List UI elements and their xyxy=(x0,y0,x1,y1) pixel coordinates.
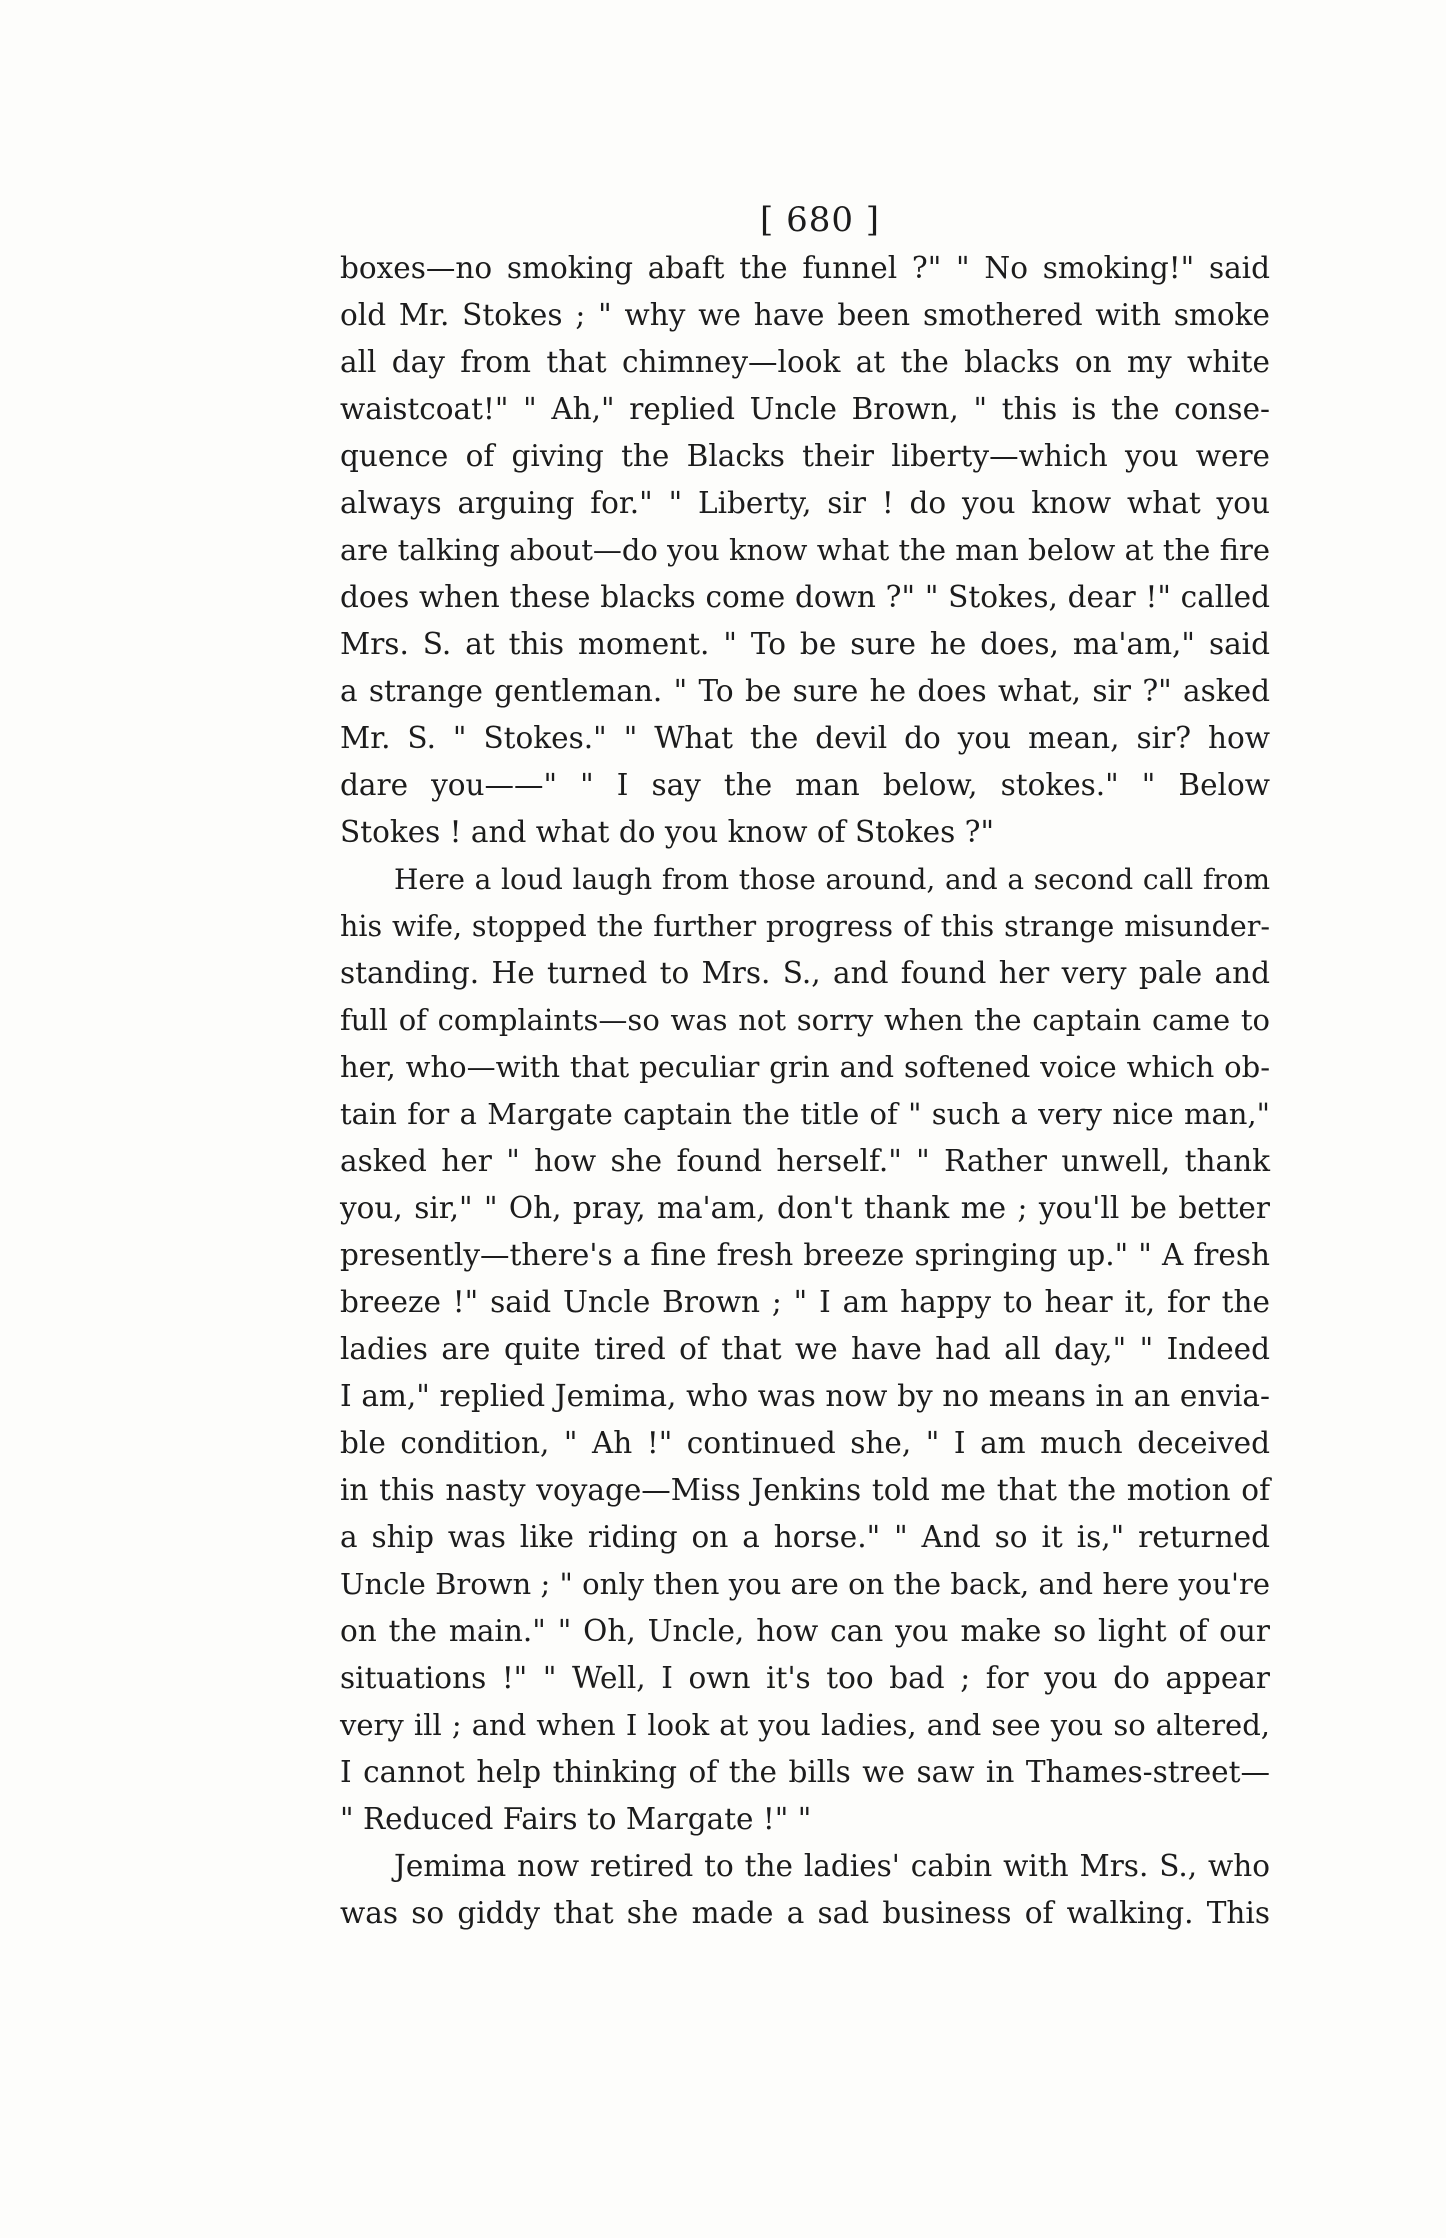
text-line: you, sir," " Oh, pray, ma'am, don't thank me ; you'll be better xyxy=(340,1191,1270,1225)
text-line: boxes—no smoking abaft the funnel ?" " No smoking!" said xyxy=(340,251,1270,285)
text-line: a strange gentleman. " To be sure he does what, sir ?" asked xyxy=(340,674,1270,708)
text-line: always arguing for." " Liberty, sir ! do you know what you xyxy=(340,486,1270,520)
text-line: does when these blacks come down ?" " Stokes, dear !" called xyxy=(340,580,1270,614)
text-line: Here a loud laugh from those around, and a second call from xyxy=(394,863,1270,896)
text-line: quence of giving the Blacks their liberty—which you were xyxy=(340,439,1270,473)
text-line: waistcoat!" " Ah," replied Uncle Brown, " this is the conse- xyxy=(340,392,1270,426)
text-line: Mrs. S. at this moment. " To be sure he does, ma'am," said xyxy=(340,627,1270,661)
text-line: tain for a Margate captain the title of " such a very nice man," xyxy=(340,1097,1270,1131)
text-line: his wife, stopped the further progress of this strange misunder- xyxy=(340,910,1270,943)
page-number: [ 680 ] xyxy=(760,200,881,240)
text-line: Uncle Brown ; " only then you are on the back, and here you're xyxy=(340,1567,1270,1601)
text-line: I cannot help thinking of the bills we saw in Thames-street— xyxy=(340,1755,1270,1789)
text-line: dare you——" " I say the man below, stokes." " Below xyxy=(340,768,1270,802)
text-line: " Reduced Fairs to Margate !" " xyxy=(340,1802,812,1836)
text-line: ladies are quite tired of that we have had all day," " Indeed xyxy=(340,1332,1270,1366)
text-line: standing. He turned to Mrs. S., and found her very pale and xyxy=(340,956,1270,990)
text-line: very ill ; and when I look at you ladies, and see you so altered, xyxy=(340,1708,1270,1742)
text-line: in this nasty voyage—Miss Jenkins told me that the motion of xyxy=(340,1473,1270,1507)
text-line: full of complaints—so was not sorry when the captain came to xyxy=(340,1003,1270,1037)
text-line: Stokes ! and what do you know of Stokes ?" xyxy=(340,815,995,849)
text-line: are talking about—do you know what the man below at the fire xyxy=(340,533,1270,567)
text-line: asked her " how she found herself." " Rather unwell, thank xyxy=(340,1144,1270,1178)
text-line: on the main." " Oh, Uncle, how can you make so light of our xyxy=(340,1614,1270,1648)
text-line: presently—there's a fine fresh breeze springing up." " A fresh xyxy=(340,1238,1270,1272)
text-line: Jemima now retired to the ladies' cabin with Mrs. S., who xyxy=(394,1849,1270,1883)
text-line: all day from that chimney—look at the blacks on my white xyxy=(340,345,1270,379)
text-line: old Mr. Stokes ; " why we have been smothered with smoke xyxy=(340,298,1270,332)
text-line: ble condition, " Ah !" continued she, " I am much deceived xyxy=(340,1426,1270,1460)
text-line: was so giddy that she made a sad business of walking. This xyxy=(340,1896,1270,1930)
text-line: breeze !" said Uncle Brown ; " I am happy to hear it, for the xyxy=(340,1285,1270,1319)
text-line: situations !" " Well, I own it's too bad ; for you do appear xyxy=(340,1661,1270,1695)
text-line: a ship was like riding on a horse." " And so it is," returned xyxy=(340,1520,1270,1554)
text-line: Mr. S. " Stokes." " What the devil do you mean, sir? how xyxy=(340,721,1270,755)
text-line: her, who—with that peculiar grin and softened voice which ob- xyxy=(340,1050,1270,1084)
text-line: I am," replied Jemima, who was now by no means in an envia- xyxy=(340,1379,1270,1413)
body-text xyxy=(340,245,1270,1937)
